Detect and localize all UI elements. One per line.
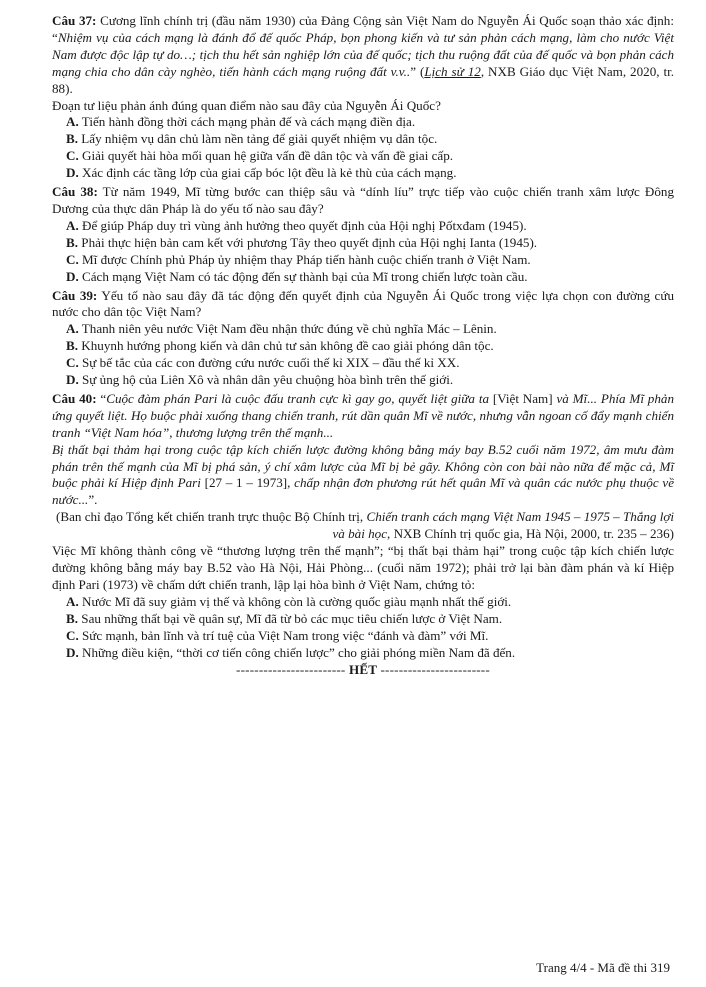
quote-close: ”. — [88, 492, 98, 508]
option-letter: C. — [66, 355, 79, 371]
option-letter: D. — [66, 644, 79, 660]
citation-details: , NXB Chính trị quốc gia, Hà Nội, 2000, tr. 235 – 236) — [387, 526, 674, 542]
citation-title: Chiến tranh cách mạng Việt Nam 1945 – 1975 – Thắng lợi và bài học — [332, 509, 674, 542]
question-stem: Đoạn tư liệu phản ánh đúng quan điểm nào sau đây của Nguyễn Ái Quốc? — [52, 97, 441, 113]
quote-open: “ — [100, 390, 107, 406]
option-text: Sự bế tắc của các con đường cứu nước cuối thế kỉ XIX – đầu thế kỉ XX. — [82, 355, 460, 371]
option-c[interactable] — [52, 628, 674, 645]
option-letter: A. — [66, 114, 79, 130]
answer-options — [52, 114, 674, 182]
option-text: Sự ủng hộ của Liên Xô và nhân dân yêu chuộng hòa bình trên thế giới. — [82, 372, 454, 388]
option-text: Những điều kiện, “thời cơ tiến công chiến lược” cho giải phóng miền Nam đã đến. — [82, 644, 516, 660]
option-letter: B. — [66, 131, 79, 147]
option-letter: D. — [66, 165, 79, 181]
quoted-excerpt: Cuộc đàm phán Pari là cuộc đấu tranh cực kì gay go, quyết liệt giữa ta — [106, 390, 489, 406]
question-37-text — [52, 13, 674, 98]
option-b[interactable] — [52, 235, 674, 252]
option-a[interactable] — [52, 114, 674, 131]
question-stem: Từ năm 1949, Mĩ từng bước can thiệp sâu và “dính líu” trực tiếp vào cuộc chiến tranh xâm lược Đông Dương của thực dân Pháp là do yếu tố nào sau đây? — [52, 184, 674, 216]
question-37 — [52, 13, 674, 182]
option-text: Lấy nhiệm vụ dân chủ làm nền tảng để giải quyết nhiệm vụ dân tộc. — [81, 131, 438, 147]
option-c[interactable] — [52, 355, 674, 372]
question-40-quote — [52, 391, 674, 442]
option-d[interactable] — [52, 645, 674, 662]
answer-options — [52, 594, 674, 662]
answer-options — [52, 218, 674, 286]
question-stem: Yếu tố nào sau đây đã tác động đến quyết định của Nguyễn Ái Quốc trong việc lựa chọn con đường cứu nước cho dân tộc Việt Nam? — [52, 287, 675, 320]
option-letter: A. — [66, 321, 79, 337]
option-text: Khuynh hướng phong kiến và dân chủ tư sản không đề cao giải phóng dân tộc. — [81, 338, 494, 354]
option-a[interactable] — [52, 218, 674, 235]
source-prefix: ” ( — [410, 63, 425, 79]
quoted-excerpt: Bị thất bại thảm hại trong cuộc tập kích chiến lược đường không bằng máy bay B.52 cuối năm 1972, âm mưu đàm phán trên thế mạnh của Mĩ bị phá sản, ý chí xâm lược của Mĩ bị bẻ gãy. Không còn con bài nào nữa để mặc cả, Mĩ buộc phải kí Hiệp định Pari — [52, 441, 674, 491]
option-b[interactable] — [52, 611, 674, 628]
question-label: Câu 39: — [52, 287, 98, 303]
option-text: Sức mạnh, bản lĩnh và trí tuệ của Việt Nam trong việc “đánh và đàm” với Mĩ. — [82, 627, 489, 643]
end-text: HẾT — [348, 662, 377, 678]
quoted-excerpt: và Mĩ... Phía Mĩ phản ứng quyết liệt. Họ buộc phải xuống thang chiến tranh, rút dần quân Mĩ về nước, nhưng vẫn ngoan cố đẩy mạnh chiến tranh “Việt Nam hóa”, thương lượng trên thế mạnh... — [52, 390, 674, 440]
question-label: Câu 38: — [52, 184, 98, 200]
quoted-excerpt: Nhiệm vụ của cách mạng là đánh đổ đế quốc Pháp, bọn phong kiến và tư sản phản cách mạng, làm cho nước Việt Nam được độc lập tự do…; tịch thu hết sản nghiệp lớn của đế quốc; tịch thu ruộng đất của đế quốc và bọn phản cách mạng chia cho dân cày nghèo, tiến hành cách mạng ruộng đất v.v.. — [52, 29, 674, 79]
option-text: Tiến hành đồng thời cách mạng phản đế và cách mạng điền địa. — [81, 114, 416, 130]
source-title: Lịch sử 12 — [424, 63, 481, 79]
option-a[interactable] — [52, 321, 674, 338]
question-stem: Việc Mĩ không thành công về “thương lượng trên thế mạnh”; “bị thất bại thảm hại” trong cuộc tập kích chiến lược đường không bằng máy bay B.52 vào Hà Nội, Hải Phòng... (cuối năm 1972); phải trở lại bàn đàm phán và kí Hiệp định Pari (1973) về chấm dứt chiến tranh, lập lại hòa bình ở Việt Nam, chứng tỏ: — [52, 543, 674, 592]
option-letter: D. — [66, 268, 79, 284]
option-letter: B. — [66, 338, 79, 354]
source-details: , NXB Giáo dục Việt Nam, 2020, tr. 88). — [52, 63, 675, 96]
page-footer: Trang 4/4 - Mã đề thi 319 — [536, 960, 670, 975]
option-letter: C. — [66, 627, 79, 643]
option-d[interactable] — [52, 165, 674, 182]
end-marker — [52, 662, 674, 679]
quoted-excerpt: chấp nhận đơn phương rút hết quân Mĩ và quân các nước phụ thuộc về nước... — [52, 475, 675, 508]
option-text: Cách mạng Việt Nam có tác động đến sự thành bại của Mĩ trong chiến lược toàn cầu. — [82, 268, 528, 284]
option-text: Giải quyết hài hòa mối quan hệ giữa vấn đề dân tộc và vấn đề giai cấp. — [82, 148, 454, 164]
option-letter: C. — [66, 148, 79, 164]
divider-right: ------------------------ — [380, 662, 490, 678]
date-note: [27 – 1 – 1973], — [200, 475, 295, 491]
option-text: Mĩ được Chính phủ Pháp ủy nhiệm thay Pháp tiến hành cuộc chiến tranh ở Việt Nam. — [82, 251, 531, 267]
option-d[interactable] — [52, 269, 674, 286]
question-38-text — [52, 184, 674, 218]
citation-author: (Ban chỉ đạo Tổng kết chiến tranh trực thuộc Bộ Chính trị, — [55, 509, 367, 525]
option-letter: B. — [66, 234, 79, 250]
option-letter: B. — [66, 610, 79, 626]
bracket-note: [Việt Nam] — [489, 390, 557, 406]
option-a[interactable] — [52, 594, 674, 611]
question-intro: Cương lĩnh chính trị (đầu năm 1930) của Đảng Cộng sản Việt Nam do Nguyễn Ái Quốc soạn thảo xác định: “ — [52, 13, 674, 45]
exam-page — [52, 11, 674, 692]
source-citation — [52, 509, 674, 543]
option-b[interactable] — [52, 131, 674, 148]
option-text: Thanh niên yêu nước Việt Nam đều nhận thức đúng về chủ nghĩa Mác – Lênin. — [81, 321, 497, 337]
answer-options — [52, 321, 674, 389]
divider-left: ------------------------ — [236, 662, 346, 678]
option-d[interactable] — [52, 372, 674, 389]
option-letter: A. — [66, 217, 79, 233]
question-39-text — [52, 288, 674, 322]
question-label: Câu 37: — [52, 13, 97, 28]
option-c[interactable] — [52, 252, 674, 269]
question-39 — [52, 288, 674, 389]
option-text: Nước Mĩ đã suy giảm vị thế và không còn là cường quốc giàu mạnh nhất thế giới. — [82, 593, 512, 609]
question-40-quote-continued — [52, 442, 674, 510]
option-text: Xác định các tầng lớp của giai cấp bóc lột đều là kẻ thù của cách mạng. — [82, 165, 457, 181]
option-letter: C. — [66, 251, 79, 267]
option-text: Phải thực hiện bản cam kết với phương Tây theo quyết định của Hội nghị Ianta (1945). — [81, 234, 538, 250]
option-letter: A. — [66, 593, 79, 609]
question-38 — [52, 184, 674, 285]
option-text: Sau những thất bại về quân sự, Mĩ đã từ bỏ các mục tiêu chiến lược ở Việt Nam. — [81, 610, 503, 626]
option-letter: D. — [66, 372, 79, 388]
option-text: Để giúp Pháp duy trì vùng ảnh hưởng theo quyết định của Hội nghị Pốtxđam (1945). — [82, 217, 527, 233]
question-40 — [52, 391, 674, 662]
option-c[interactable] — [52, 148, 674, 165]
question-label: Câu 40: — [52, 390, 97, 406]
option-b[interactable] — [52, 338, 674, 355]
